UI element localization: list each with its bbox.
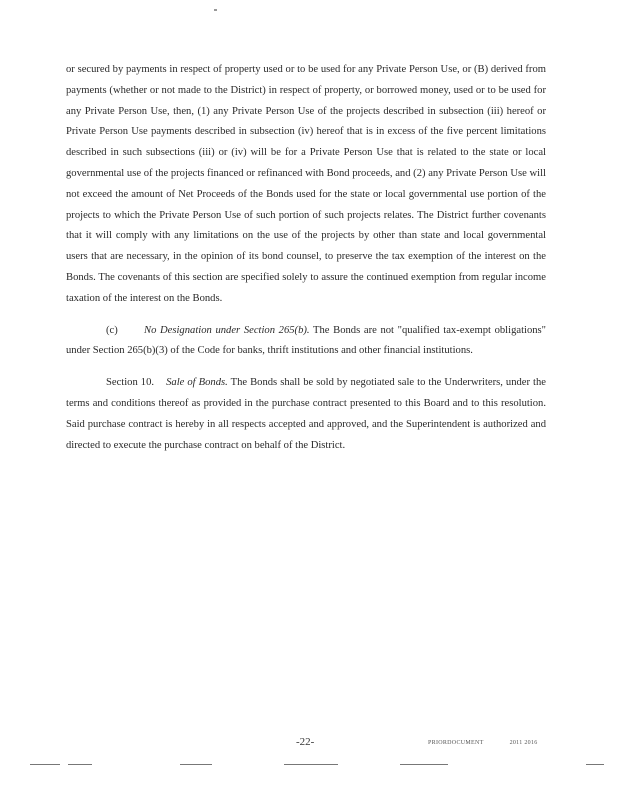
section-10-heading: Sale of Bonds. [166, 377, 228, 389]
document-code-primary: PRIORDOCUMENT [428, 740, 484, 746]
document-code [428, 740, 538, 746]
scan-mark [284, 764, 338, 765]
section-10-text: The Bonds shall be sold by negotiated sale to the Underwriters, under the terms and conditions thereof as provided in the purchase contract presented to this Board and to this resolution. Said purchase contract is hereby in all respects accepted and approved, and the Superintendent is authorized and directed to execute the purchase contract on behalf of the District. [66, 377, 547, 451]
paragraph-section-10 [66, 373, 546, 456]
paragraph-section-c [66, 321, 546, 363]
section-c-label: (c) [106, 324, 118, 336]
scan-footer-marks [0, 764, 620, 770]
section-c-text: The Bonds are not "qualified tax-exempt obligations" under Section 265(b)(3) of the Code for banks, thrift institutions and other financial institutions. [66, 324, 546, 357]
document-body [66, 60, 546, 467]
section-10-label: Section 10. [106, 377, 155, 389]
scan-mark [400, 764, 448, 765]
document-code-secondary: 2011 2016 [509, 740, 538, 746]
scan-mark [30, 764, 60, 765]
scan-mark [586, 764, 604, 765]
paragraph-continued: or secured by payments in respect of property used or to be used for any Private Person Use, or (B) derived from payments (whether or not made to the District) in respect of property, or borrowed money, used or to be used for any Private Person Use, then, (1) any Private Person Use of the projects described in subsection (iii) hereof or Private Person Use payments described in subsection (iv) hereof that is in excess of the five percent limitations described in such subsections (iii) or (iv) will be for a Private Person Use that is related to the state or local governmental use of the projects financed or refinanced with Bond proceeds, and (2) any Private Person Use will not exceed the amount of Net Proceeds of the Bonds used for the state or local governmental use portion of the projects to which the Private Person Use of such portion of such projects relates. The District further covenants that it will comply with any limitations on the use of the projects by other than state and local governmental users that are necessary, in the opinion of its bond counsel, to preserve the tax exemption of the interest on the Bonds. The covenants of this section are specified solely to assure the continued exemption from regular income taxation of the interest on the Bonds. [66, 64, 546, 304]
page-number: -22- [296, 736, 315, 748]
section-c-heading: No Designation under Section 265(b). [144, 324, 310, 336]
scan-mark [180, 764, 212, 765]
scan-speck [214, 9, 217, 11]
scan-mark [68, 764, 92, 765]
